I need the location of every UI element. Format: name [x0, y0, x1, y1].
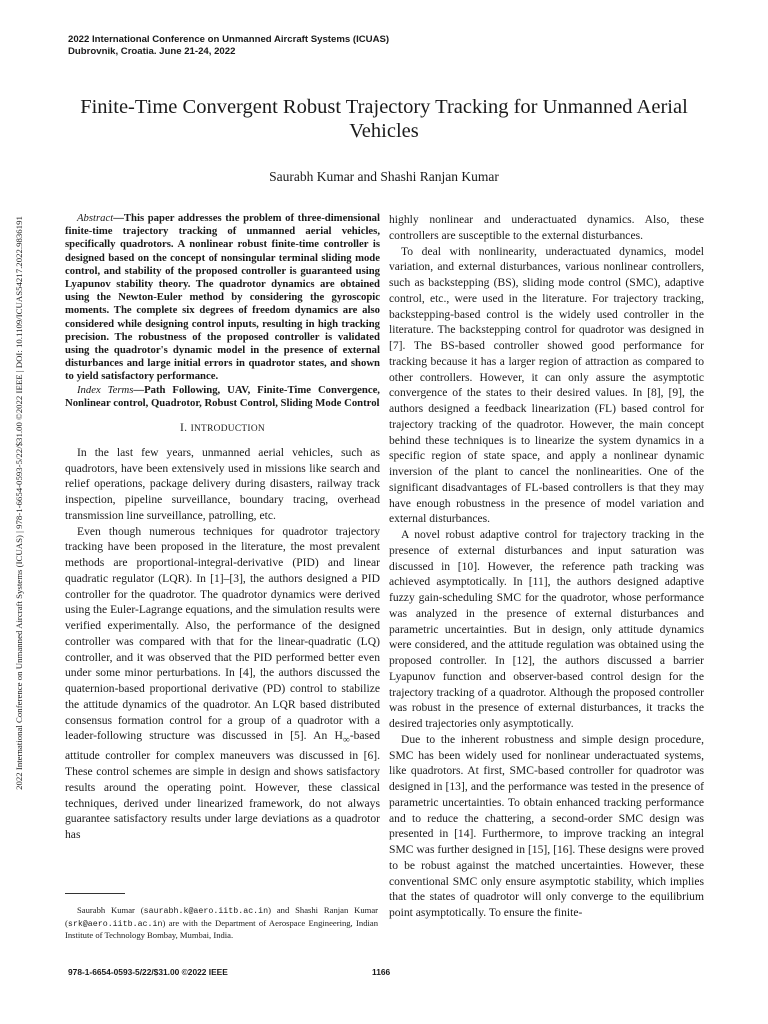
right-paragraph-1: To deal with nonlinearity, underactuated dynamics, model variation, and external disturbances, various nonlinear controllers, such as backstepping (BS), sliding mode control (SMC), adaptive control, etc., were used in the literature. For trajectory tracking, backstepping-based control is the widely used controller in the literature. The backstepping control for quadrotor was designed in [7]. The BS-based controller showed good performance for tracking because it has a larger region of attraction as compared to other controllers. However, it can only assure the asymptotic convergence of the states to their desired values. In [8], [9], the authors designed a feedback linearization (FL) based control for trajectory tracking of the quadrotor. However, the main concept behind these techniques is to linearize the system dynamics in a specific region of state space, and apply a nonlinear dynamic inversion of the plant to cancel the nonlinearities. One of the significant disadvantages of FL-based controllers is that they may have enough robustness in the presence of model variation and external disturbances. — [389, 244, 704, 526]
index-terms-label: Index Terms — [77, 383, 134, 396]
abstract-label: Abstract — [77, 212, 114, 224]
conference-location: Dubrovnik, Croatia. June 21-24, 2022 — [68, 46, 236, 57]
left-column — [65, 212, 380, 843]
right-paragraph-continued: highly nonlinear and underactuated dynamics. Also, these controllers are susceptible to the external disturbances. — [389, 213, 704, 242]
paper-title: Finite-Time Convergent Robust Trajectory Tracking for Unmanned Aerial Vehicles — [80, 96, 688, 142]
abstract-text: This paper addresses the problem of three-dimensional finite-time trajectory tracking of unmanned aerial vehicles, specifically quadrotors. A nonlinear robust finite-time controller is designed based on the concept of nonsingular terminal sliding mode control, and stability of the proposed controller is guaranteed using Lyapunov stability theory. The quadrotor dynamics are obtained using the Newton-Euler method by considering the gyroscopic moments. The complete six degrees of freedom dynamics are also considered while designing control inputs, resulting in high tracking precision. The robustness of the proposed controller is validated using the quadrotor's dynamic model in the presence of external disturbances and large initial errors in quadrotor states, and shown to yield satisfactory performance. — [65, 212, 380, 383]
intro-paragraph-1: In the last few years, unmanned aerial vehicles, such as quadrotors, have been extensively used in missions like search and relief operations, package delivery during disasters, railway track inspection, pipeline surveillance, boundary tracing, overhead transmission line surveillance, patrolling, etc. — [65, 445, 380, 522]
conference-header — [68, 34, 389, 58]
right-paragraph-3: Due to the inherent robustness and simple design procedure, SMC has been widely used for nonlinear underactuated systems, like quadrotors. At first, SMC-based controller for quadrotor was designed in [13], and the performance was tested in the presence of parametric uncertainties. To obtain enhanced tracking performance and to reduce the chattering, a second-order SMC design was presented in [14]. Furthermore, to improve tracking an integral SMC was further designed in [15], [16]. These designs were proved to be robust against the matched uncertainties. However, these conventional SMC only ensure asymptotic stability, which implies that the states of quadrotor will only converge to the equilibrium point asymptotically. To ensure the finite- — [389, 732, 704, 919]
paper-authors: Saurabh Kumar and Shashi Ranjan Kumar — [269, 169, 499, 184]
index-terms-text: Path Following, UAV, Finite-Time Convergence, Nonlinear control, Quadrotor, Robust Control, Sliding Mode Control — [65, 383, 380, 409]
footnote-divider — [65, 893, 125, 894]
side-doi-text: 2022 International Conference on Unmanned Aircraft Systems (ICUAS) | 978-1-6654-0593-5/22/$31.00 ©2022 IEEE | DOI: 10.1109/ICUAS54217.2022.9836191 — [14, 215, 24, 790]
author-footnote: Saurabh Kumar (saurabh.k@aero.iitb.ac.in) and Shashi Ranjan Kumar (srk@aero.iitb.ac.in) are with the Department of Aerospace Engineering, Indian Institute of Technology Bombay, Mumbai, India. — [65, 905, 378, 941]
index-terms: Index Terms—Path Following, UAV, Finite-Time Convergence, Nonlinear control, Quadrotor, Robust Control, Sliding Mode Control — [65, 383, 380, 409]
page-number: 1166 — [372, 967, 391, 977]
right-paragraph-2: A novel robust adaptive control for trajectory tracking in the presence of external disturbances and input saturation was discussed in [10]. However, the reference path tracking was achieved asymptotically. In [11], the authors designed adaptive fuzzy gain-scheduling SMC for the quadrotor, whose performance was analyzed in the presence of external disturbances and parametric uncertainties. But in design, only attitude dynamics were considered, and the attitude regulation was obtained using the proposed controller. In [12], the authors discussed a barrier Lyapunov function and observer-based control design for the trajectory tracking of a quadrotor. Although the proposed controller was robust in the presence of external disturbances, it tracks the desired trajectories only asymptotically. — [389, 528, 704, 730]
email-link-1[interactable]: saurabh.k@aero.iitb.ac.in — [143, 907, 269, 916]
right-column — [389, 212, 704, 921]
footer-isbn: 978-1-6654-0593-5/22/$31.00 ©2022 IEEE — [68, 967, 228, 977]
abstract: Abstract—This paper addresses the problem of three-dimensional finite-time trajectory tracking of unmanned aerial vehicles, specifically quadrotors. A nonlinear robust finite-time controller is designed based on the concept of nonsingular terminal sliding mode control, and stability of the proposed controller is guaranteed using Lyapunov stability theory. The quadrotor dynamics are obtained using the Newton-Euler method by considering the gyroscopic moments. The complete six degrees of freedom dynamics are also considered while designing control inputs, resulting in high tracking precision. The robustness of the proposed controller is validated using the quadrotor's dynamic model in the presence of external disturbances and large initial errors in quadrotor states, and shown to yield satisfactory performance. — [65, 212, 380, 383]
intro-paragraph-2: Even though numerous techniques for quadrotor trajectory tracking have been proposed in the literature, the most prevalent methods are proportional-integral-derivative (PID) and linear quadratic regulator (LQR). In [1]–[3], the authors designed a PID controller for the quadrotor. The quadrotor dynamics were derived using the Euler-Lagrange equations, and the simulation results were verified experimentally. Also, the performance of the designed controller was compared with that for the linear-quadratic (LQ) controller, and it was observed that the PID performed better even under some minor perturbations. In [4], the authors discussed the quaternion-based proportional derivative (PD) control to stabilize the attitude dynamics of the quadrotor. An LQR based distributed consensus formation control for a group of a quadrotor with a leader-following structure was discussed in [5]. An $H_\infty$-based attitude controller for complex maneuvers was discussed in [6]. These control schemes are simple in design and shows satisfactory results around the operating point. However, these classical techniques, derived under linearized framework, do not always guarantee satisfactory results under large deviations as a quadrotor has — [65, 524, 380, 842]
conference-name: 2022 International Conference on Unmanned Aircraft Systems (ICUAS) — [68, 34, 390, 45]
side-doi-strip — [12, 180, 26, 825]
section-heading-introduction: I. INTRODUCTION — [180, 421, 265, 435]
email-link-2[interactable]: srk@aero.iitb.ac.in — [67, 919, 163, 929]
